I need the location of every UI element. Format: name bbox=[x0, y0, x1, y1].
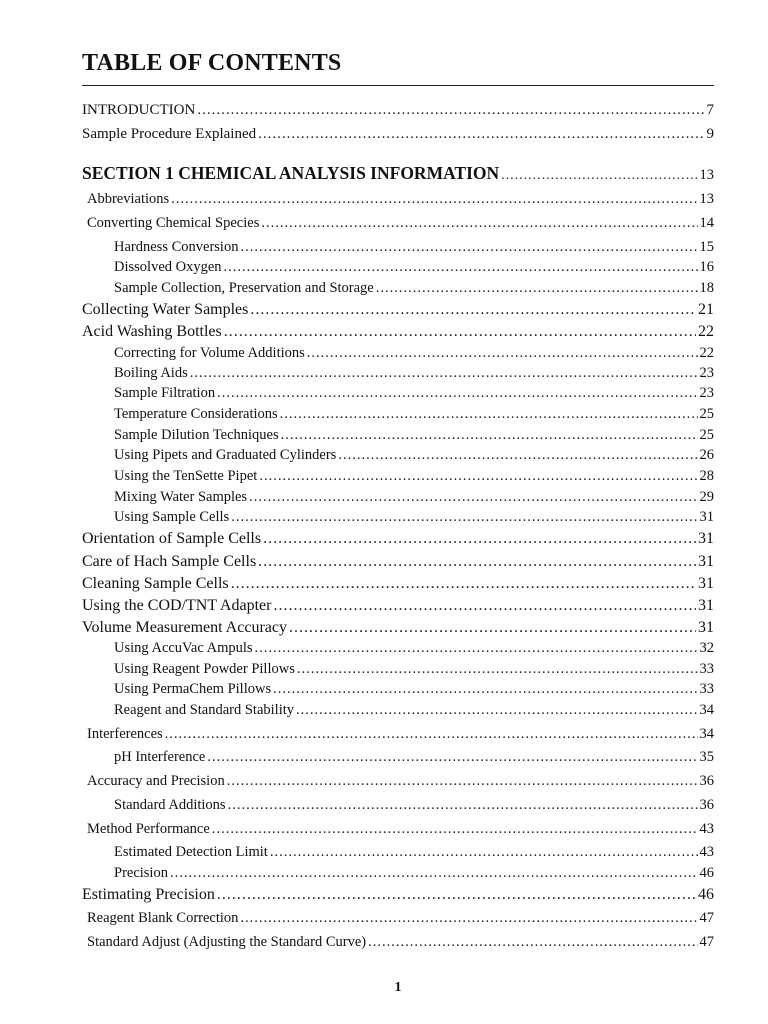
toc-entry-page: 7 bbox=[706, 102, 714, 118]
dot-leader bbox=[228, 798, 698, 813]
toc-entry-label: Abbreviations bbox=[87, 191, 170, 207]
toc-entry-page: 33 bbox=[699, 661, 714, 677]
toc-entry-page: 34 bbox=[699, 726, 714, 742]
toc-entry-label: Reagent Blank Correction bbox=[87, 910, 239, 926]
dot-leader bbox=[165, 727, 698, 742]
toc-entry-converting-chemical-species[interactable] bbox=[87, 216, 714, 231]
toc-entry-accuracy-precision[interactable] bbox=[87, 774, 714, 789]
toc-entry-page: 31 bbox=[698, 597, 714, 614]
toc-entry-label: Precision bbox=[114, 865, 168, 881]
toc-entry-label: Standard Adjust (Adjusting the Standard Curve) bbox=[87, 934, 367, 950]
dot-leader bbox=[217, 887, 696, 903]
toc-entry-abbreviations[interactable] bbox=[87, 192, 714, 207]
dot-leader bbox=[249, 490, 697, 505]
toc-entry-label: Collecting Water Samples bbox=[82, 301, 249, 318]
toc-entry-label: Mixing Water Samples bbox=[114, 489, 248, 505]
dot-leader bbox=[259, 469, 697, 484]
toc-entry-label: SECTION 1 CHEMICAL ANALYSIS INFORMATION bbox=[82, 163, 500, 183]
toc-entry-page: 36 bbox=[699, 773, 714, 789]
dot-leader bbox=[170, 866, 698, 881]
toc-entry-sample-dilution[interactable] bbox=[114, 428, 714, 443]
toc-entry-correcting-volume[interactable] bbox=[114, 346, 714, 361]
dot-leader bbox=[217, 386, 697, 401]
toc-entry-page: 25 bbox=[699, 427, 714, 443]
toc-entry-page: 29 bbox=[699, 489, 714, 505]
toc-entry-sample-collection[interactable] bbox=[114, 281, 714, 296]
toc-entry-cleaning-sample-cells[interactable] bbox=[82, 576, 714, 592]
dot-leader bbox=[190, 366, 698, 381]
dot-leader bbox=[231, 576, 696, 592]
toc-entry-orientation-sample-cells[interactable] bbox=[82, 531, 714, 547]
dot-leader bbox=[307, 346, 698, 361]
dot-leader bbox=[197, 103, 704, 118]
toc-entry-boiling-aids[interactable] bbox=[114, 366, 714, 381]
toc-entry-label: Cleaning Sample Cells bbox=[82, 575, 229, 592]
dot-leader bbox=[501, 169, 697, 183]
toc-entry-page: 33 bbox=[699, 681, 714, 697]
toc-entry-page: 22 bbox=[699, 345, 714, 361]
toc-entry-page: 35 bbox=[699, 749, 714, 765]
dot-leader bbox=[207, 750, 697, 765]
dot-leader bbox=[240, 240, 697, 255]
toc-entry-precision[interactable] bbox=[114, 866, 714, 881]
toc-entry-page: 13 bbox=[699, 191, 714, 207]
dot-leader bbox=[368, 935, 697, 950]
toc-entry-page: 32 bbox=[699, 640, 714, 656]
toc-entry-label: Estimated Detection Limit bbox=[114, 844, 268, 860]
toc-entry-sample-filtration[interactable] bbox=[114, 386, 714, 401]
toc-entry-page: 21 bbox=[698, 301, 714, 318]
dot-leader bbox=[212, 822, 698, 837]
toc-entry-label: Accuracy and Precision bbox=[87, 773, 225, 789]
toc-entry-label: Temperature Considerations bbox=[114, 406, 278, 422]
toc-entry-page: 31 bbox=[698, 530, 714, 547]
toc-entry-label: pH Interference bbox=[114, 749, 206, 765]
toc-entry-page: 47 bbox=[699, 934, 714, 950]
dot-leader bbox=[376, 281, 698, 296]
toc-entry-standard-adjust[interactable] bbox=[87, 935, 714, 950]
toc-entry-reagent-powder-pillows[interactable] bbox=[114, 662, 714, 677]
toc-entry-label: Standard Additions bbox=[114, 797, 226, 813]
dot-leader bbox=[280, 407, 698, 422]
toc-entry-volume-measurement[interactable] bbox=[82, 620, 714, 636]
toc-entry-page: 43 bbox=[699, 821, 714, 837]
toc-entry-page: 25 bbox=[699, 406, 714, 422]
dot-leader bbox=[240, 911, 697, 926]
toc-entry-accuvac-ampuls[interactable] bbox=[114, 641, 714, 656]
toc-entry-estimated-detection-limit[interactable] bbox=[114, 845, 714, 860]
toc-entry-interferences[interactable] bbox=[87, 727, 714, 742]
toc-entry-label: INTRODUCTION bbox=[82, 102, 196, 118]
toc-entry-cod-tnt-adapter[interactable] bbox=[82, 598, 714, 614]
dot-leader bbox=[171, 192, 697, 207]
toc-entry-label: Interferences bbox=[87, 726, 163, 742]
dot-leader bbox=[273, 682, 697, 697]
toc-entry-label: Method Performance bbox=[87, 821, 210, 837]
toc-entry-label: Using Reagent Powder Pillows bbox=[114, 661, 295, 677]
toc-entry-label: Dissolved Oxygen bbox=[114, 259, 222, 275]
toc-entry-pipets-cylinders[interactable] bbox=[114, 448, 714, 463]
page-number: 1 bbox=[394, 980, 402, 995]
dot-leader bbox=[255, 641, 698, 656]
dot-leader bbox=[261, 216, 697, 231]
dot-leader bbox=[258, 554, 696, 570]
toc-entry-estimating-precision[interactable] bbox=[82, 887, 714, 903]
toc-entry-label: Using PermaChem Pillows bbox=[114, 681, 272, 697]
dot-leader bbox=[273, 598, 696, 614]
dot-leader bbox=[281, 428, 698, 443]
dot-leader bbox=[227, 774, 698, 789]
toc-entry-label: Using AccuVac Ampuls bbox=[114, 640, 253, 656]
toc-entry-page: 46 bbox=[698, 886, 714, 903]
toc-entry-page: 22 bbox=[698, 323, 714, 340]
toc-entry-label: Care of Hach Sample Cells bbox=[82, 553, 257, 570]
toc-entry-reagent-blank-correction[interactable] bbox=[87, 911, 714, 926]
toc-entry-label: Sample Filtration bbox=[114, 385, 216, 401]
dot-leader bbox=[250, 302, 696, 318]
toc-entry-acid-washing-bottles[interactable] bbox=[82, 324, 714, 340]
toc-entry-page: 26 bbox=[699, 447, 714, 463]
toc-entry-collecting-water-samples[interactable] bbox=[82, 302, 714, 318]
toc-entry-label: Correcting for Volume Additions bbox=[114, 345, 305, 361]
toc-entry-label: Converting Chemical Species bbox=[87, 215, 260, 231]
toc-entry-page: 47 bbox=[699, 910, 714, 926]
toc-entry-mixing-water-samples[interactable] bbox=[114, 490, 714, 505]
toc-entry-hardness-conversion[interactable] bbox=[114, 240, 714, 255]
toc-entry-page: 16 bbox=[699, 259, 714, 275]
toc-entry-standard-additions[interactable] bbox=[114, 798, 714, 813]
dot-leader bbox=[231, 510, 697, 525]
toc-entry-label: Orientation of Sample Cells bbox=[82, 530, 262, 547]
toc-entry-page: 28 bbox=[699, 468, 714, 484]
toc-entry-page: 18 bbox=[699, 280, 714, 296]
dot-leader bbox=[289, 620, 696, 636]
toc-entry-sample-procedure[interactable] bbox=[82, 127, 714, 142]
toc-entry-label: Estimating Precision bbox=[82, 886, 215, 903]
toc-entry-page: 31 bbox=[698, 575, 714, 592]
toc-entry-using-sample-cells[interactable] bbox=[114, 510, 714, 525]
toc-entry-care-hach-sample-cells[interactable] bbox=[82, 554, 714, 570]
toc-entry-page: 43 bbox=[699, 844, 714, 860]
toc-entry-page: 46 bbox=[699, 865, 714, 881]
toc-entry-page: 23 bbox=[699, 365, 714, 381]
dot-leader bbox=[297, 662, 698, 677]
toc-entry-label: Using the COD/TNT Adapter bbox=[82, 597, 272, 614]
toc-entry-label: Volume Measurement Accuracy bbox=[82, 619, 287, 636]
toc-entry-page: 23 bbox=[699, 385, 714, 401]
toc-entry-permachem-pillows[interactable] bbox=[114, 682, 714, 697]
toc-entry-method-performance[interactable] bbox=[87, 822, 714, 837]
toc-entry-label: Using Sample Cells bbox=[114, 509, 230, 525]
toc-entry-tensette-pipet[interactable] bbox=[114, 469, 714, 484]
toc-entry-dissolved-oxygen[interactable] bbox=[114, 260, 714, 275]
toc-entry-introduction[interactable] bbox=[82, 103, 714, 118]
toc-entry-page: 31 bbox=[699, 509, 714, 525]
toc-entry-label: Hardness Conversion bbox=[114, 239, 239, 255]
toc-entry-label: Sample Dilution Techniques bbox=[114, 427, 279, 443]
toc-entry-reagent-standard-stability[interactable] bbox=[114, 703, 714, 718]
dot-leader bbox=[263, 531, 696, 547]
toc-entry-page: 13 bbox=[699, 167, 714, 183]
title-divider bbox=[82, 85, 714, 86]
toc-entry-page: 14 bbox=[699, 215, 714, 231]
toc-entry-page: 36 bbox=[699, 797, 714, 813]
toc-entry-label: Using Pipets and Graduated Cylinders bbox=[114, 447, 337, 463]
toc-entry-label: Reagent and Standard Stability bbox=[114, 702, 295, 718]
dot-leader bbox=[258, 127, 704, 142]
toc-entry-page: 15 bbox=[699, 239, 714, 255]
dot-leader bbox=[338, 448, 697, 463]
toc-entry-label: Acid Washing Bottles bbox=[82, 323, 222, 340]
page-title: TABLE OF CONTENTS bbox=[82, 50, 342, 76]
toc-entry-temperature[interactable] bbox=[114, 407, 714, 422]
toc-entry-label: Sample Procedure Explained bbox=[82, 126, 257, 142]
dot-leader bbox=[270, 845, 698, 860]
toc-entry-ph-interference[interactable] bbox=[114, 750, 714, 765]
toc-entry-label: Boiling Aids bbox=[114, 365, 188, 381]
dot-leader bbox=[224, 324, 696, 340]
toc-entry-page: 31 bbox=[698, 619, 714, 636]
dot-leader bbox=[296, 703, 697, 718]
toc-entry-page: 34 bbox=[699, 702, 714, 718]
toc-entry-label: Sample Collection, Preservation and Storage bbox=[114, 280, 374, 296]
toc-entry-page: 31 bbox=[698, 553, 714, 570]
document-page bbox=[82, 0, 714, 1024]
dot-leader bbox=[224, 260, 698, 275]
toc-entry-page: 9 bbox=[706, 126, 714, 142]
toc-entry-label: Using the TenSette Pipet bbox=[114, 468, 258, 484]
toc-section-1[interactable] bbox=[82, 165, 714, 183]
